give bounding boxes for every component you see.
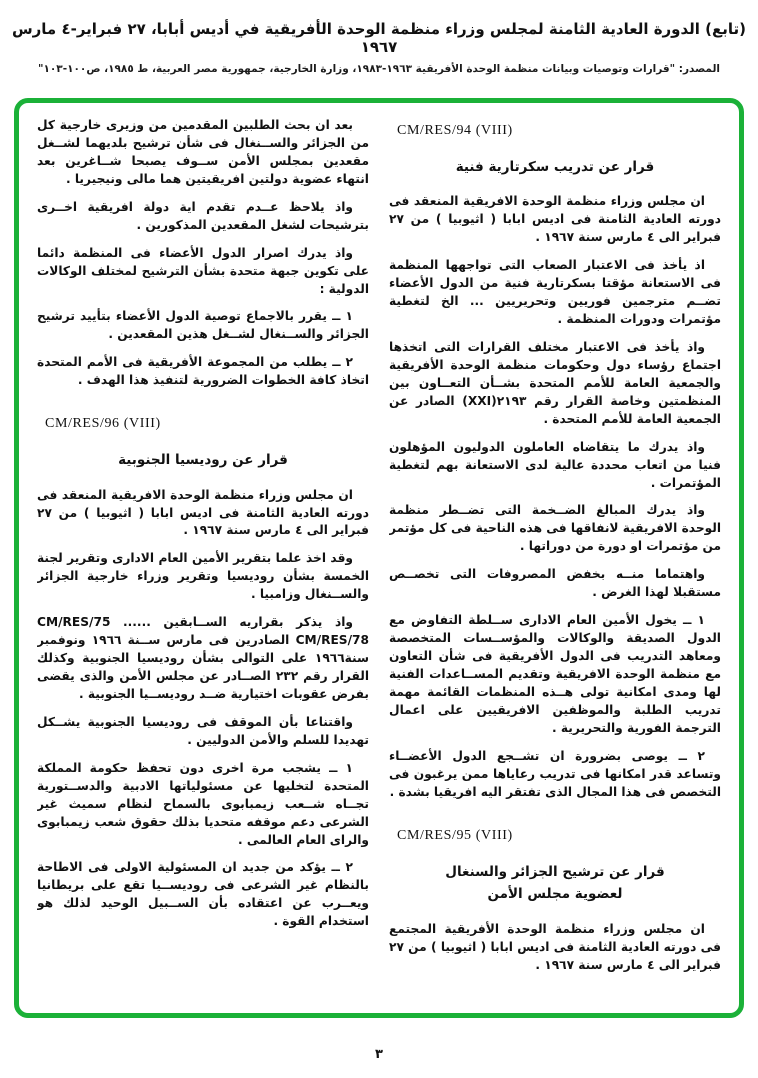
page-number: ٣ — [375, 1047, 383, 1062]
resolution-title-94: قرار عن تدريب سكرتارية فنية — [455, 158, 655, 175]
resolution-code-96: CM/RES/96 (VIII) — [45, 416, 161, 432]
paragraph: واقتناعا بأن الموقف فى روديسيا الجنوبية يشــكل تهديدا للسلم والأمن الدوليين . — [37, 714, 369, 747]
two-column-layout — [37, 117, 721, 1003]
resolution-code-95: CM/RES/95 (VIII) — [397, 827, 513, 843]
paragraph: واذ يذكر بقراريه الســابقين ...... CM/RES/75 CM/RES/78 الصادرين فى مارس ســنة ١٩٦٦ ونوفمبر سنة١٩٦٦ على التوالى بشأن روديسيا الجنوبية وكذلك القرار رقم ٢٣٢ الصــادر عن مجلس الأمن والذى يقضى بفرض عقوبات اختيارية ضــد روديســيا الجنوبية . — [37, 615, 369, 701]
column-right — [389, 117, 721, 1003]
paragraph: ان مجلس وزراء منظمة الوحدة الأفريقية المجتمع فى دورته العادية الثامنة فى اديس ابابا ( اثيوبيا ) من ٢٧ فبراير الى ٤ مارس سنة ١٩٦٧ . — [389, 922, 721, 973]
paragraph: واذ يدرك ما يتقاضاه العاملون الدوليون المؤهلون فنيا من اتعاب محددة عالية لدى الاستعانة بهم لتغطية المؤتمرات . — [389, 439, 721, 490]
column-left — [37, 117, 369, 1003]
paragraph: ان مجلس وزراء منظمة الوحدة الافريقية المنعقد فى دورته العادية الثامنة فى اديس ابابا ( اثيوبيا ) من ٢٧ فبراير الى ٤ مارس سنة ١٩٦٧ . — [389, 194, 721, 245]
paragraph: واذ يدرك اصرار الدول الأعضاء فى المنظمة دائما على تكوين جبهة متحدة بشأن الترشيح لمختلف الوكالات الدولية : — [37, 245, 369, 296]
paragraph: وقد اخذ علما بتقرير الأمين العام الادارى وتقرير لجنة الخمسة بشأن روديسيا وتقرير وزراء خارجية الجزائر والســنغال وزامبيا . — [37, 551, 369, 602]
paragraph: ان مجلس وزراء منظمة الوحدة الافريقية المنعقد فى دورته العادية الثامنة فى اديس ابابا ( اثيوبيا ) من ٢٧ فبراير الى ٤ مارس سنة ١٩٦٧ . — [37, 487, 369, 538]
numbered-clause: ٢ ــ يوصى بضرورة ان تشــجع الدول الأعضــاء وتساعد قدر امكانها فى تدريب رعاياها ممن يرغبون فى التخصص فى هذا المجال الذى تفتقر اليه افريقيا بشدة . — [389, 748, 721, 799]
resolution-title-95 — [389, 862, 721, 905]
paragraph: واذ يأخذ فى الاعتبار مختلف القرارات التى اتخذها اجتماع رؤساء دول وحكومات منظمة الوحدة الأفريقية والجمعية العامة للأمم المتحدة بشــأن التعــاون بين المنظمتين وخاصة القرار رقم ٢١٩٣(XXI) الصادر عن الجمعية العامة للأمم المتحدة . — [389, 339, 721, 426]
resolution-title-96: قرار عن روديسيا الجنوبية — [118, 451, 288, 468]
source-line: المصدر: "قرارات وتوصيات وبيانات منظمة الوحدة الأفريقية ١٩٦٣-١٩٨٣، وزارة الخارجية، جمهورية مصر العربية، ط ١٩٨٥، ص١٠٠-١٠٣" — [38, 63, 720, 75]
resolution-code-94: CM/RES/94 (VIII) — [397, 123, 513, 138]
paragraph: واذ يدرك المبالغ الضــخمة التى تضــطر منظمة الوحدة الافريقية لانفاقها فى هذه الناحية فى كل مؤتمر من مؤتمرات او دورة من دوراتها . — [389, 503, 721, 554]
numbered-clause: ٢ ــ يؤكد من جديد ان المسئولية الاولى فى الاطاحة بالنظام غير الشرعى فى روديســيا تقع على بريطانيا ويعــرب عن اعتقاده بأن الســبيل الوحيد لذلك هو استخدام القوة . — [37, 860, 369, 929]
resolution-title-95-line1: قرار عن ترشيح الجزائر والسنغال — [445, 864, 665, 881]
content-frame — [14, 98, 744, 1018]
resolution-title-95-line2: لعضوية مجلس الأمن — [487, 885, 623, 902]
numbered-clause: ١ ــ يشجب مرة اخرى دون تحفظ حكومة المملكة المتحدة لتخليها عن مسئولياتها الادبية والدســتورية تجــاه شــعب زيمبابوى بالسماح لنظام سميث غير الشرعى دعم موقفه متحديا بذلك حقوق شعب زيمبابوى والراى العام العالمى . — [37, 760, 369, 847]
paragraph: اذ يأخذ فى الاعتبار الصعاب التى تواجهها المنظمة فى الاستعانة مؤقتا بسكرتارية فنية من الدول الأعضاء تضــم مترجمين فوريين وتحريريين ... الخ لتغطية مؤتمرات ودورات المنظمة . — [389, 258, 721, 327]
numbered-clause: ٢ ــ يطلب من المجموعة الأفريقية فى الأمم المتحدة اتخاذ كافة الخطوات الضرورية لتنفيذ هذا الهدف . — [37, 355, 369, 388]
paragraph: واهتماما منــه بخفض المصروفات التى تخصــص مستقبلا لهذا الغرض . — [389, 567, 721, 600]
page-header — [0, 0, 758, 75]
numbered-clause: ١ ــ يقرر بالاجماع توصية الدول الأعضاء بتأييد ترشيح الجزائر والســنغال لشــغل هذين المقعدين . — [37, 309, 369, 342]
paragraph: بعد ان بحث الطلبين المقدمين من وزيرى خارجية كل من الجزائر والســنغال فى شأن ترشيح بلديهما لشــغل مقعدين بمجلس الأمن ســوف يصبحا شــاغرين بعد انتهاء عضوية دولتين افريقيتين هما مالى ونيجيريا . — [37, 118, 369, 186]
paragraph: واذ يلاحظ عــدم تقدم اية دولة افريقية اخــرى بترشيحات لشغل المقعدين المذكورين . — [37, 199, 369, 232]
numbered-clause: ١ ــ يخول الأمين العام الادارى ســلطة التفاوض مع الدول الصديقة والوكالات والمؤســسات المتخصصة ومعاهد التدريب فى الدول الأفريقية فى شأن التعاون مع منظمة الوحدة الافريقية وتقديم المســاعدات الفنية لها ومدى امكانية تولى هــذه المنظمات القائمة مهمة تدريب الطلبة والموظفين الافريقيين على اعمال الترجمة الفورية والتحريرية . — [389, 613, 721, 735]
session-title: (تابع) الدورة العادية الثامنة لمجلس وزراء منظمة الوحدة الأفريقية في أديس أبابا، ٢٧ فبراير-٤ مارس ١٩٦٧ — [11, 20, 747, 56]
